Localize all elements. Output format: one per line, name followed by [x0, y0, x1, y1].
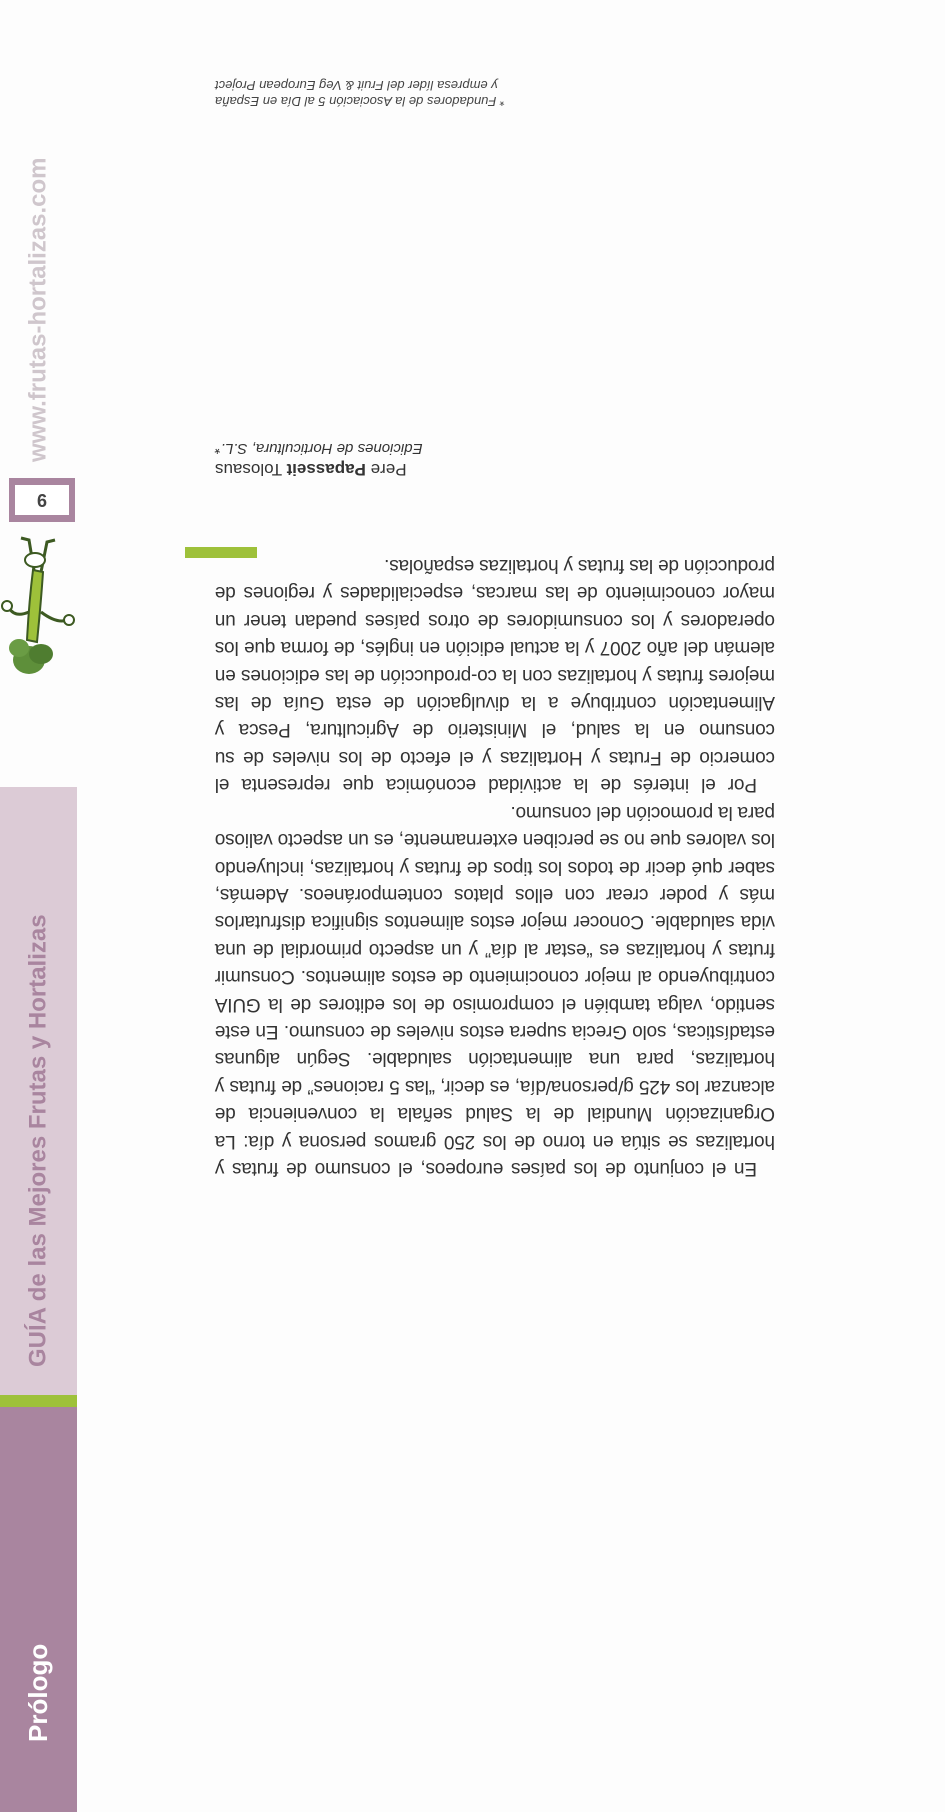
author-affiliation: Ediciones de Horticultura, S.L.* — [215, 440, 423, 457]
author-name — [215, 459, 775, 479]
author-first-name: Pere — [370, 460, 407, 479]
signature-block — [215, 440, 775, 479]
author-second-surname: Tolosaus — [215, 460, 283, 479]
paragraph-1: En el conjunto de los países europeos, el consumo de frutas y hortalizas se sitúa en torno de los 250 gramos persona y día: La Organización Mundial de la Salud señala la conveniencia de alcanzar los 425 g/persona/día, es decir, “las 5 raciones” de frutas y hortalizas, para una alimentación saludable. Según algunas estadísticas, solo Grecia supera estos niveles de consumo. En este sentido, valga también el compromiso de los editores de la GUIA contribuyendo al mejor conocimiento de estos alimentos. Consumir frutas y hortalizas es “estar al día” y un aspecto primordial de una vida saludable. Conocer mejor estos alimentos significa disfrutarlos más y poder crear con ellos platos contemporáneos. Además, saber qué decir de todos los tipos de frutas y hortalizas, incluyendo los valores que no se perciben externamente, es un aspecto valioso para la promoción del consumo. — [215, 801, 775, 1179]
guide-title: GUÍA de las Mejores Frutas y Hortalizas — [24, 914, 52, 1367]
page-number-box — [9, 478, 75, 522]
side-strip — [0, 0, 77, 1812]
footnote-line-1: * Fundadores de la Asociación 5 al Día en España — [215, 94, 506, 109]
paragraph-2: Por el interés de la actividad económica que representa el comercio de Frutas y Hortalizas y el efecto de los niveles de su consumo en la salud, el Ministerio de Agricultura, Pesca y Alimentación contribuye a la divulgación de esta Guía de las mejores frutas y hortalizas con la co-producción de las ediciones en alemán del año 2007 y la actual edición en inglés, de forma que los operadores y los consumidores de otros países puedan tener un mayor conocimiento de las marcas, especialidades y regiones de producción de las frutas y hortalizas españolas. — [215, 555, 775, 796]
green-divider — [0, 1395, 77, 1407]
prologue-body — [215, 552, 775, 1182]
main-column — [215, 0, 775, 1812]
footnote — [215, 77, 775, 109]
accent-bar — [185, 547, 257, 558]
page-number: 9 — [15, 485, 69, 515]
section-label: Prólogo — [23, 1643, 53, 1742]
vegetable-mascot-icon — [0, 522, 81, 682]
website-url: www.frutas-hortalizas.com — [24, 157, 52, 462]
author-surname: Papasseit — [286, 460, 366, 479]
footnote-line-2: y empresa líder del Fruit & Veg European Project — [215, 78, 498, 93]
